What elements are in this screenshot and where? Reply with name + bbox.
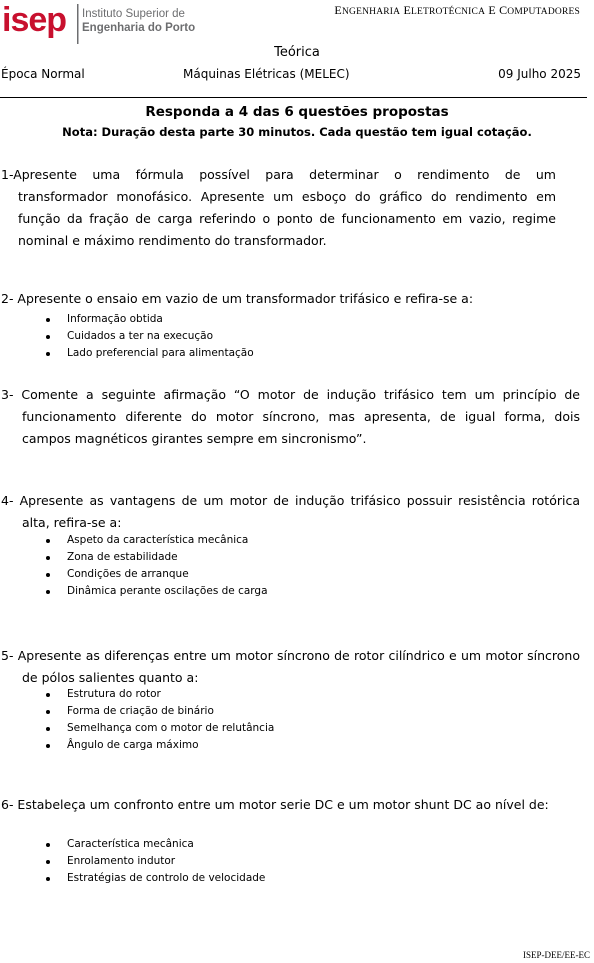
logo-divider <box>77 4 79 44</box>
question-5-bullets <box>40 686 274 754</box>
logo-wordmark: isep <box>2 1 67 39</box>
question-1 <box>1 164 556 252</box>
header-divider <box>0 97 587 98</box>
bullet-icon <box>46 727 50 731</box>
bullet-item: Condições de arranque <box>40 566 268 583</box>
instructions-note: Nota: Duração desta parte 30 minutos. Cada questão tem igual cotação. <box>62 125 532 139</box>
bullet-icon <box>46 877 50 881</box>
bullet-item: Estratégias de controlo de velocidade <box>40 870 265 887</box>
question-5: 5- Apresente as diferenças entre um motor síncrono de rotor cilíndrico e um motor síncrono de pólos salientes quanto a: <box>1 648 580 685</box>
question-4-bullets <box>40 532 268 600</box>
bullet-item: Característica mecânica <box>40 836 265 853</box>
bullet-item: Forma de criação de binário <box>40 703 274 720</box>
exam-date: 09 Julho 2025 <box>498 67 581 81</box>
question-3: 3- Comente a seguinte afirmação “O motor de indução trifásico tem um princípio de funcionamento diferente do motor síncrono, mas apresenta, de igual forma, dois campos magnéticos girantes sempre em sincronismo”. <box>1 387 580 446</box>
exam-type: Teórica <box>274 45 320 60</box>
question-1-first-line: 1-Apresente uma fórmula possível para determinar o rendimento de um <box>1 167 556 182</box>
bullet-icon <box>46 335 50 339</box>
exam-epoch: Época Normal <box>1 67 85 81</box>
bullet-item: Informação obtida <box>40 311 254 328</box>
question-2-bullets <box>40 311 254 362</box>
bullet-icon <box>46 744 50 748</box>
bullet-icon <box>46 556 50 560</box>
bullet-item: Enrolamento indutor <box>40 853 265 870</box>
question-6-bullets <box>40 836 265 887</box>
bullet-icon <box>46 693 50 697</box>
bullet-icon <box>46 573 50 577</box>
isep-logo <box>2 1 196 46</box>
bullet-item: Aspeto da característica mecânica <box>40 532 268 549</box>
question-6: 6- Estabeleça um confronto entre um motor serie DC e um motor shunt DC ao nível de: <box>1 797 549 812</box>
bullet-icon <box>46 539 50 543</box>
footer-code: ISEP-DEE/EE-EC <box>523 950 590 960</box>
bullet-icon <box>46 318 50 322</box>
bullet-icon <box>46 352 50 356</box>
logo-line-2: Engenharia do Porto <box>82 22 196 34</box>
bullet-icon <box>46 590 50 594</box>
bullet-item: Estrutura do rotor <box>40 686 274 703</box>
bullet-item: Ângulo de carga máximo <box>40 737 274 754</box>
bullet-item: Zona de estabilidade <box>40 549 268 566</box>
instructions-title: Responda a 4 das 6 questões propostas <box>145 104 449 120</box>
department-name: ENGENHARIA ELETROTÉCNICA E COMPUTADORES <box>334 3 580 17</box>
question-4: 4- Apresente as vantagens de um motor de indução trifásico possuir resistência rotórica alta, refira-se a: <box>1 493 580 530</box>
bullet-icon <box>46 843 50 847</box>
bullet-item: Cuidados a ter na execução <box>40 328 254 345</box>
question-1-rest: transformador monofásico. Apresente um esboço do gráfico do rendimento em função da fração de carga referindo o ponto de funcionamento em vazio, regime nominal e máximo rendimento do transformador. <box>18 189 556 248</box>
logo-line-1: Instituto Superior de <box>82 8 185 20</box>
bullet-icon <box>46 860 50 864</box>
bullet-item: Lado preferencial para alimentação <box>40 345 254 362</box>
bullet-icon <box>46 710 50 714</box>
bullet-item: Semelhança com o motor de relutância <box>40 720 274 737</box>
question-2: 2- Apresente o ensaio em vazio de um transformador trifásico e refira-se a: <box>1 291 474 306</box>
course-name: Máquinas Elétricas (MELEC) <box>183 67 350 81</box>
bullet-item: Dinâmica perante oscilações de carga <box>40 583 268 600</box>
